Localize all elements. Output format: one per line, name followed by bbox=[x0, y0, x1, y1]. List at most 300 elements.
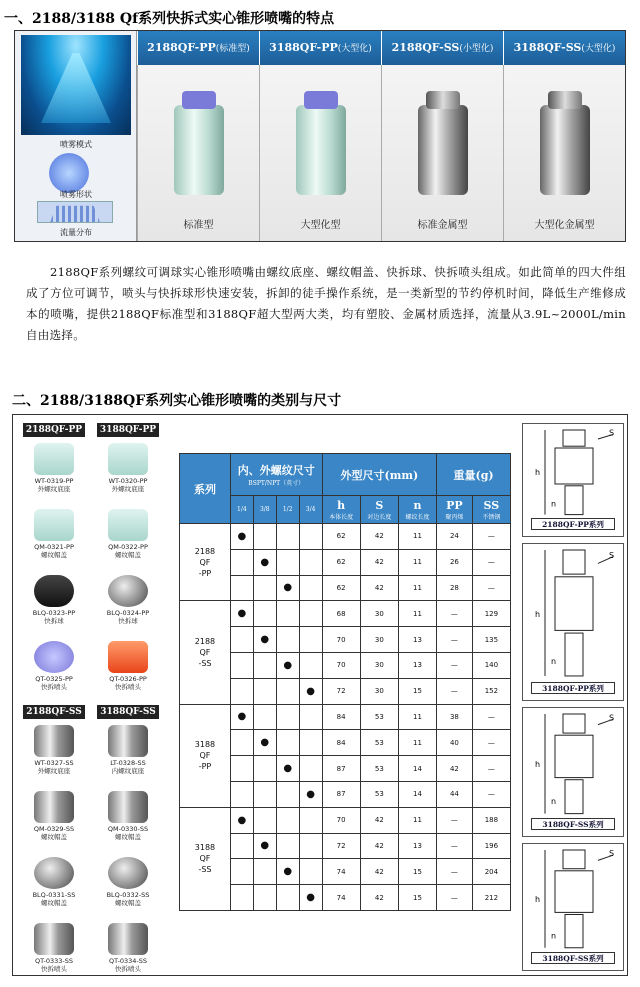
table-row bbox=[180, 807, 511, 833]
cell-pp: — bbox=[437, 601, 473, 627]
part-code: BLQ-0324-PP bbox=[106, 609, 150, 617]
dim-sub: 对边长度 bbox=[367, 513, 392, 521]
cell-ss: — bbox=[472, 575, 510, 601]
part-image bbox=[34, 641, 74, 673]
dimension-letter-h: h bbox=[535, 895, 541, 904]
series-line: -PP bbox=[198, 762, 212, 772]
part-code: WT-0320-PP bbox=[108, 477, 148, 485]
series-cell bbox=[180, 601, 231, 704]
drawing-caption: 3188QF-SS系列 bbox=[531, 818, 615, 830]
thread-dot: ● bbox=[253, 730, 276, 756]
part-code: QT-0325-PP bbox=[35, 675, 73, 683]
series-cell bbox=[180, 807, 231, 910]
thread-cell bbox=[253, 678, 276, 704]
thread-cell bbox=[253, 704, 276, 730]
cell-h: 74 bbox=[322, 859, 360, 885]
thread-cell bbox=[276, 549, 299, 575]
dimension-header bbox=[398, 496, 436, 524]
thread-cell bbox=[299, 524, 322, 550]
thread-cell bbox=[230, 781, 253, 807]
cell-h: 70 bbox=[322, 807, 360, 833]
product-image-2 bbox=[381, 65, 503, 241]
dimension-letter-n: n bbox=[551, 797, 557, 807]
part-item bbox=[23, 443, 85, 493]
thread-cell bbox=[230, 575, 253, 601]
part-item bbox=[97, 443, 159, 493]
cell-pp: — bbox=[437, 859, 473, 885]
cell-n: 11 bbox=[398, 575, 436, 601]
thread-dot: ● bbox=[276, 652, 299, 678]
cell-h: 72 bbox=[322, 833, 360, 859]
cell-pp: 44 bbox=[437, 781, 473, 807]
product-caption: 标准型 bbox=[183, 220, 214, 231]
weight-sub: 聚丙烯 bbox=[445, 513, 464, 521]
table-header-row bbox=[180, 454, 511, 496]
column-subtitle: (小型化) bbox=[459, 44, 494, 54]
part-code: WT-0327-SS bbox=[34, 759, 74, 767]
cell-s: 42 bbox=[360, 524, 398, 550]
cell-pp: — bbox=[437, 652, 473, 678]
cell-n: 11 bbox=[398, 524, 436, 550]
drawing-caption: 3188QF-SS系列 bbox=[531, 952, 615, 964]
thread-cell bbox=[276, 601, 299, 627]
cell-h: 84 bbox=[322, 704, 360, 730]
header-series: 系列 bbox=[180, 454, 231, 524]
cell-pp: — bbox=[437, 885, 473, 911]
thread-dot: ● bbox=[276, 859, 299, 885]
thread-cell bbox=[276, 781, 299, 807]
cell-h: 87 bbox=[322, 781, 360, 807]
weight-key: PP bbox=[446, 498, 463, 512]
part-image bbox=[108, 509, 148, 541]
table-row bbox=[180, 704, 511, 730]
cell-pp: 28 bbox=[437, 575, 473, 601]
dim-sub: 本体长度 bbox=[329, 513, 354, 521]
part-code: QM-0322-PP bbox=[108, 543, 148, 551]
cell-pp: 40 bbox=[437, 730, 473, 756]
part-image bbox=[34, 857, 74, 889]
part-name: 快拆喷头 bbox=[115, 965, 141, 973]
dimension-header bbox=[360, 496, 398, 524]
column-model: 2188QF-SS bbox=[391, 41, 460, 54]
thread-cell bbox=[299, 730, 322, 756]
cell-ss: 135 bbox=[472, 627, 510, 653]
spray-info-column bbox=[15, 31, 137, 241]
cell-n: 15 bbox=[398, 678, 436, 704]
dim-sub: 螺纹长度 bbox=[405, 513, 430, 521]
part-code: QT-0333-SS bbox=[35, 957, 73, 965]
part-name: 外螺纹底座 bbox=[111, 485, 145, 493]
thread-cell bbox=[253, 781, 276, 807]
weight-key: SS bbox=[483, 498, 500, 512]
cell-ss: — bbox=[472, 781, 510, 807]
part-code: BLQ-0332-SS bbox=[106, 891, 150, 899]
thread-cell bbox=[230, 652, 253, 678]
part-image bbox=[108, 923, 148, 955]
nozzle-outline-drawing bbox=[523, 844, 623, 952]
thread-cell bbox=[230, 885, 253, 911]
part-code: QM-0330-SS bbox=[107, 825, 149, 833]
series-cell bbox=[180, 524, 231, 601]
product-caption: 标准金属型 bbox=[417, 220, 468, 231]
flow-distribution-label: 流量分布 bbox=[60, 228, 92, 237]
cell-s: 42 bbox=[360, 833, 398, 859]
product-caption: 大型化金属型 bbox=[534, 220, 595, 231]
thread-cell bbox=[253, 885, 276, 911]
cell-n: 11 bbox=[398, 601, 436, 627]
cell-n: 15 bbox=[398, 859, 436, 885]
cell-ss: 212 bbox=[472, 885, 510, 911]
description-paragraph: 2188QF系列螺纹可调球实心锥形喷嘴由螺纹底座、螺纹帽盖、快拆球、快拆喷头组成。如此简单的四大件组成了方位可调节，喷头与快拆球形快速安装，拆卸的徒手操作系统，是一类新型的节约停机时间，降低生产维修成本的喷嘴，提供2188QF标准型和3188QF超大型两大类，均有塑胶、金属材质选择，流量从3.9L~2000L/min自由选择。 bbox=[26, 265, 626, 342]
column-model: 2188QF-PP bbox=[147, 41, 216, 54]
thread-dot: ● bbox=[299, 885, 322, 911]
weight-header bbox=[437, 496, 473, 524]
series-tag: 3188QF-PP bbox=[97, 423, 159, 437]
thread-cell bbox=[276, 885, 299, 911]
cell-h: 70 bbox=[322, 627, 360, 653]
part-item bbox=[23, 857, 85, 907]
dim-key: S bbox=[375, 498, 384, 512]
thread-cell bbox=[276, 678, 299, 704]
nozzle-body bbox=[174, 105, 224, 195]
dimension-drawing-3 bbox=[522, 843, 624, 971]
thread-cell bbox=[299, 575, 322, 601]
cell-ss: — bbox=[472, 704, 510, 730]
thread-title: 内、外螺纹尺寸 bbox=[237, 464, 315, 477]
series-tag: 2188QF-SS bbox=[23, 705, 85, 719]
dimension-letter-S: S bbox=[609, 551, 615, 561]
table-row bbox=[180, 524, 511, 550]
thread-cell bbox=[230, 833, 253, 859]
cell-ss: 152 bbox=[472, 678, 510, 704]
spray-shape-image bbox=[49, 153, 89, 193]
cell-pp: 24 bbox=[437, 524, 473, 550]
cell-pp: — bbox=[437, 807, 473, 833]
part-image bbox=[108, 641, 148, 673]
dim-key: h bbox=[337, 498, 346, 512]
cell-n: 11 bbox=[398, 807, 436, 833]
cell-ss: 196 bbox=[472, 833, 510, 859]
cell-s: 42 bbox=[360, 807, 398, 833]
cell-s: 30 bbox=[360, 601, 398, 627]
series-line: QF bbox=[199, 647, 211, 657]
cell-ss: — bbox=[472, 549, 510, 575]
part-item bbox=[97, 923, 159, 973]
column-model: 3188QF-PP bbox=[269, 41, 338, 54]
thread-cell bbox=[276, 704, 299, 730]
cell-s: 53 bbox=[360, 756, 398, 782]
column-subtitle: (大型化) bbox=[581, 44, 616, 54]
thread-dot: ● bbox=[276, 575, 299, 601]
part-image bbox=[108, 443, 148, 475]
part-name: 外螺纹底座 bbox=[37, 485, 71, 493]
cell-n: 11 bbox=[398, 704, 436, 730]
cell-ss: 140 bbox=[472, 652, 510, 678]
series-cell bbox=[180, 704, 231, 807]
part-item bbox=[23, 509, 85, 559]
thread-cell bbox=[299, 601, 322, 627]
cell-h: 62 bbox=[322, 575, 360, 601]
series-tag: 2188QF-PP bbox=[23, 423, 85, 437]
cell-pp: 42 bbox=[437, 756, 473, 782]
cell-pp: — bbox=[437, 678, 473, 704]
part-image bbox=[34, 443, 74, 475]
part-code: BLQ-0323-PP bbox=[32, 609, 76, 617]
features-panel bbox=[14, 30, 626, 242]
thread-dot: ● bbox=[230, 704, 253, 730]
cell-s: 53 bbox=[360, 704, 398, 730]
dimension-letter-S: S bbox=[609, 713, 615, 723]
thread-cell bbox=[299, 833, 322, 859]
part-code: QM-0329-SS bbox=[33, 825, 75, 833]
part-name: 螺纹帽盖 bbox=[41, 833, 67, 841]
cell-h: 87 bbox=[322, 756, 360, 782]
cell-ss: 204 bbox=[472, 859, 510, 885]
part-item bbox=[97, 725, 159, 775]
cell-h: 62 bbox=[322, 549, 360, 575]
part-name: 螺纹帽盖 bbox=[115, 899, 141, 907]
series-line: 2188 bbox=[194, 546, 216, 556]
dim-key: n bbox=[413, 498, 422, 512]
cell-n: 13 bbox=[398, 627, 436, 653]
part-name: 快拆喷头 bbox=[41, 965, 67, 973]
thread-size-header: 1/4 bbox=[230, 496, 253, 524]
thread-cell bbox=[230, 627, 253, 653]
series-tag: 3188QF-SS bbox=[97, 705, 159, 719]
nozzle-outline-drawing bbox=[523, 708, 623, 818]
dimension-letter-S: S bbox=[609, 428, 615, 438]
cell-s: 30 bbox=[360, 627, 398, 653]
column-header-3 bbox=[503, 31, 625, 65]
part-code: LT-0328-SS bbox=[110, 759, 146, 767]
cell-n: 13 bbox=[398, 652, 436, 678]
cell-h: 72 bbox=[322, 678, 360, 704]
part-name: 螺纹帽盖 bbox=[41, 551, 67, 559]
cell-ss: — bbox=[472, 756, 510, 782]
thread-cell bbox=[299, 627, 322, 653]
column-header-1 bbox=[259, 31, 381, 65]
thread-cell bbox=[230, 756, 253, 782]
cell-s: 42 bbox=[360, 549, 398, 575]
nozzle-body bbox=[418, 105, 468, 195]
cell-s: 30 bbox=[360, 678, 398, 704]
header-dimensions: 外型尺寸(mm) bbox=[322, 454, 437, 496]
cell-s: 53 bbox=[360, 730, 398, 756]
column-header-0 bbox=[137, 31, 259, 65]
cell-pp: 26 bbox=[437, 549, 473, 575]
nozzle-body bbox=[296, 105, 346, 195]
part-item bbox=[97, 509, 159, 559]
drawing-caption: 2188QF-PP系列 bbox=[531, 518, 615, 530]
part-name: 外螺纹底座 bbox=[37, 767, 71, 775]
thread-cell bbox=[276, 524, 299, 550]
thread-size-header: 1/2 bbox=[276, 496, 299, 524]
series-line: QF bbox=[199, 557, 211, 567]
part-name: 螺纹帽盖 bbox=[115, 551, 141, 559]
header-thread bbox=[230, 454, 322, 496]
nozzle-outline-drawing bbox=[523, 424, 623, 518]
part-item bbox=[23, 791, 85, 841]
dimension-letter-h: h bbox=[535, 760, 541, 769]
weight-sub: 不锈钢 bbox=[482, 513, 501, 521]
thread-cell bbox=[230, 678, 253, 704]
part-item bbox=[97, 791, 159, 841]
thread-size-header: 3/8 bbox=[253, 496, 276, 524]
part-item bbox=[97, 575, 159, 625]
cell-pp: — bbox=[437, 627, 473, 653]
spray-pattern-label: 喷雾模式 bbox=[60, 140, 92, 149]
cell-ss: 188 bbox=[472, 807, 510, 833]
thread-cell bbox=[253, 524, 276, 550]
spec-table bbox=[179, 453, 511, 911]
thread-cell bbox=[230, 859, 253, 885]
part-image bbox=[108, 857, 148, 889]
thread-dot: ● bbox=[253, 833, 276, 859]
series-line: 3188 bbox=[194, 740, 216, 750]
part-item bbox=[97, 857, 159, 907]
series-line: -PP bbox=[198, 568, 212, 578]
part-item bbox=[23, 575, 85, 625]
thread-cell bbox=[276, 627, 299, 653]
thread-dot: ● bbox=[253, 627, 276, 653]
dimension-letter-n: n bbox=[551, 931, 557, 941]
thread-dot: ● bbox=[230, 807, 253, 833]
cell-pp: — bbox=[437, 833, 473, 859]
product-image-0 bbox=[137, 65, 259, 241]
specs-panel bbox=[12, 414, 628, 976]
part-image bbox=[34, 509, 74, 541]
part-code: WT-0319-PP bbox=[34, 477, 74, 485]
thread-cell bbox=[253, 652, 276, 678]
cell-ss: — bbox=[472, 524, 510, 550]
cell-h: 74 bbox=[322, 885, 360, 911]
thread-cell bbox=[299, 652, 322, 678]
section-1-title: 一、2188/3188 Qf系列快拆式实心锥形喷嘴的特点 bbox=[4, 11, 335, 27]
thread-cell bbox=[299, 549, 322, 575]
series-line: -SS bbox=[198, 865, 212, 875]
cell-h: 62 bbox=[322, 524, 360, 550]
nozzle-body bbox=[540, 105, 590, 195]
thread-dot: ● bbox=[299, 678, 322, 704]
series-line: QF bbox=[199, 854, 211, 864]
cell-s: 30 bbox=[360, 652, 398, 678]
nozzle-head bbox=[304, 91, 338, 109]
thread-cell bbox=[253, 601, 276, 627]
thread-cell bbox=[299, 704, 322, 730]
series-line: QF bbox=[199, 751, 211, 761]
cell-pp: 38 bbox=[437, 704, 473, 730]
dimension-letter-h: h bbox=[535, 610, 541, 619]
cell-s: 53 bbox=[360, 781, 398, 807]
thread-dot: ● bbox=[253, 549, 276, 575]
part-image bbox=[108, 575, 148, 607]
cell-h: 84 bbox=[322, 730, 360, 756]
thread-cell bbox=[253, 859, 276, 885]
cell-n: 11 bbox=[398, 730, 436, 756]
product-image-1 bbox=[259, 65, 381, 241]
cell-h: 70 bbox=[322, 652, 360, 678]
nozzle-head bbox=[548, 91, 582, 109]
dimension-letter-S: S bbox=[609, 849, 615, 859]
part-item bbox=[23, 923, 85, 973]
part-image bbox=[34, 923, 74, 955]
thread-dot: ● bbox=[230, 601, 253, 627]
cell-n: 14 bbox=[398, 781, 436, 807]
series-line: 2188 bbox=[194, 636, 216, 646]
dimension-drawing-2 bbox=[522, 707, 624, 837]
column-header-2 bbox=[381, 31, 503, 65]
thread-cell bbox=[299, 859, 322, 885]
part-image bbox=[34, 791, 74, 823]
dimension-header bbox=[322, 496, 360, 524]
part-name: 螺纹帽盖 bbox=[41, 899, 67, 907]
thread-cell bbox=[276, 807, 299, 833]
part-item bbox=[23, 641, 85, 691]
nozzle-outline-drawing bbox=[523, 544, 623, 682]
product-caption: 大型化型 bbox=[300, 220, 341, 231]
part-code: QT-0326-PP bbox=[109, 675, 147, 683]
part-name: 快拆球 bbox=[118, 617, 138, 625]
part-image bbox=[34, 725, 74, 757]
parts-list bbox=[17, 419, 165, 971]
thread-dot: ● bbox=[299, 781, 322, 807]
dimension-letter-h: h bbox=[535, 468, 541, 477]
cell-n: 11 bbox=[398, 549, 436, 575]
part-name: 螺纹帽盖 bbox=[115, 833, 141, 841]
part-code: QM-0321-PP bbox=[34, 543, 74, 551]
column-subtitle: (大型化) bbox=[337, 44, 372, 54]
thread-cell bbox=[253, 575, 276, 601]
thread-cell bbox=[230, 730, 253, 756]
thread-cell bbox=[299, 807, 322, 833]
cell-s: 42 bbox=[360, 575, 398, 601]
header-weight: 重量(g) bbox=[437, 454, 511, 496]
series-line: 3188 bbox=[194, 843, 216, 853]
cell-s: 42 bbox=[360, 885, 398, 911]
weight-header bbox=[472, 496, 510, 524]
column-model: 3188QF-SS bbox=[513, 41, 582, 54]
dimension-drawing-0 bbox=[522, 423, 624, 537]
thread-subtitle: BSPT/NPT（英寸） bbox=[248, 480, 305, 487]
spray-pattern-image bbox=[21, 35, 131, 135]
table-row bbox=[180, 601, 511, 627]
product-image-3 bbox=[503, 65, 625, 241]
part-name: 快拆喷头 bbox=[41, 683, 67, 691]
part-image bbox=[34, 575, 74, 607]
thread-size-header: 3/4 bbox=[299, 496, 322, 524]
dimension-letter-n: n bbox=[551, 656, 557, 666]
part-item bbox=[97, 641, 159, 691]
cell-n: 13 bbox=[398, 833, 436, 859]
dimension-letter-n: n bbox=[551, 499, 557, 509]
thread-cell bbox=[230, 549, 253, 575]
thread-cell bbox=[253, 756, 276, 782]
column-subtitle: (标准型) bbox=[215, 44, 250, 54]
part-image bbox=[108, 791, 148, 823]
part-name: 快拆喷头 bbox=[115, 683, 141, 691]
dimension-drawing-1 bbox=[522, 543, 624, 701]
drawing-caption: 3188QF-PP系列 bbox=[531, 682, 615, 694]
cell-ss: — bbox=[472, 730, 510, 756]
flow-distribution-image bbox=[37, 201, 113, 223]
part-code: BLQ-0331-SS bbox=[32, 891, 76, 899]
thread-dot: ● bbox=[276, 756, 299, 782]
thread-cell bbox=[299, 756, 322, 782]
nozzle-head bbox=[182, 91, 216, 109]
series-line: -SS bbox=[198, 658, 212, 668]
part-name: 内螺纹底座 bbox=[111, 767, 145, 775]
part-code: QT-0334-SS bbox=[109, 957, 147, 965]
